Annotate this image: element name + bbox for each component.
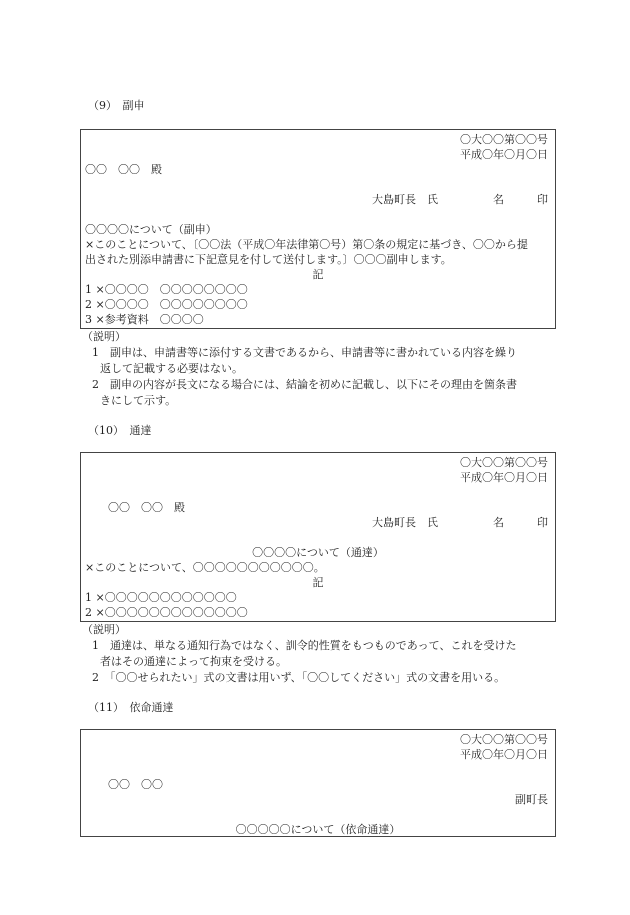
note-line: 2 「〇〇せられたい」式の文書は用いず、「〇〇してください」式の文書を用いる。 xyxy=(92,671,506,684)
ki-mark: 記 xyxy=(312,268,324,281)
ki-mark: 記 xyxy=(312,576,324,589)
subject: 〇〇〇〇〇について（依命通達） xyxy=(235,823,401,836)
note-line: 1 通達は、単なる通知行為ではなく、訓令的性質をもつものであって、これを受けた xyxy=(92,639,517,652)
body-line-1: ×このことについて、〔〇〇法（平成〇年法律第〇号）第〇条の規定に基づき、〇〇から提 xyxy=(85,238,528,251)
section-10-form-box xyxy=(80,452,556,622)
section-10-heading: （10） 通達 xyxy=(88,424,152,437)
note-line: きにして示す。 xyxy=(100,394,177,407)
note-line: 2 副申の内容が長文になる場合には、結論を初めに記載し、以下にその理由を箇条書 xyxy=(92,378,517,391)
doc-date: 平成〇年〇月〇日 xyxy=(460,471,548,484)
list-item: 2 ×〇〇〇〇 〇〇〇〇〇〇〇〇 xyxy=(85,298,248,311)
doc-date: 平成〇年〇月〇日 xyxy=(460,748,548,761)
doc-number: 〇大〇〇第〇〇号 xyxy=(460,733,548,746)
section-9-form-box xyxy=(80,129,556,329)
list-item: 2 ×〇〇〇〇〇〇〇〇〇〇〇〇〇 xyxy=(85,606,248,619)
doc-date: 平成〇年〇月〇日 xyxy=(460,148,548,161)
doc-number: 〇大〇〇第〇〇号 xyxy=(460,456,548,469)
note-line: 1 副申は、申請書等に添付する文書であるから、申請書等に書かれている内容を繰り xyxy=(92,346,517,359)
section-11-form-box xyxy=(80,729,556,837)
section-11-heading: （11） 依命通達 xyxy=(88,701,174,714)
sender: 大島町長 氏 名 印 xyxy=(372,193,548,206)
subject: 〇〇〇〇について（副申） xyxy=(85,223,217,236)
sender: 大島町長 氏 名 印 xyxy=(372,516,548,529)
addressee: 〇〇 〇〇 xyxy=(108,778,163,791)
body-line-1: ×このことについて、〇〇〇〇〇〇〇〇〇〇〇。 xyxy=(85,561,325,574)
explain-label: （説明） xyxy=(82,623,126,636)
body-line-2: 出された別添申請書に下記意見を付して送付します。〕〇〇〇副申します。 xyxy=(85,253,452,266)
note-line: 者はその通達によって拘束を受ける。 xyxy=(100,655,287,668)
list-item: 3 ×参考資料 〇〇〇〇 xyxy=(85,313,204,326)
list-item: 1 ×〇〇〇〇〇〇〇〇〇〇〇〇 xyxy=(85,591,237,604)
list-item: 1 ×〇〇〇〇 〇〇〇〇〇〇〇〇 xyxy=(85,283,248,296)
section-9-heading: （9） 副申 xyxy=(88,99,145,112)
addressee: 〇〇 〇〇 殿 xyxy=(108,501,185,514)
explain-label: （説明） xyxy=(82,330,126,343)
note-line: 返して記載する必要はない。 xyxy=(100,362,243,375)
doc-number: 〇大〇〇第〇〇号 xyxy=(460,133,548,146)
addressee: 〇〇 〇〇 殿 xyxy=(85,163,162,176)
subject: 〇〇〇〇について（通達） xyxy=(252,546,384,559)
sender: 副町長 xyxy=(515,793,548,806)
